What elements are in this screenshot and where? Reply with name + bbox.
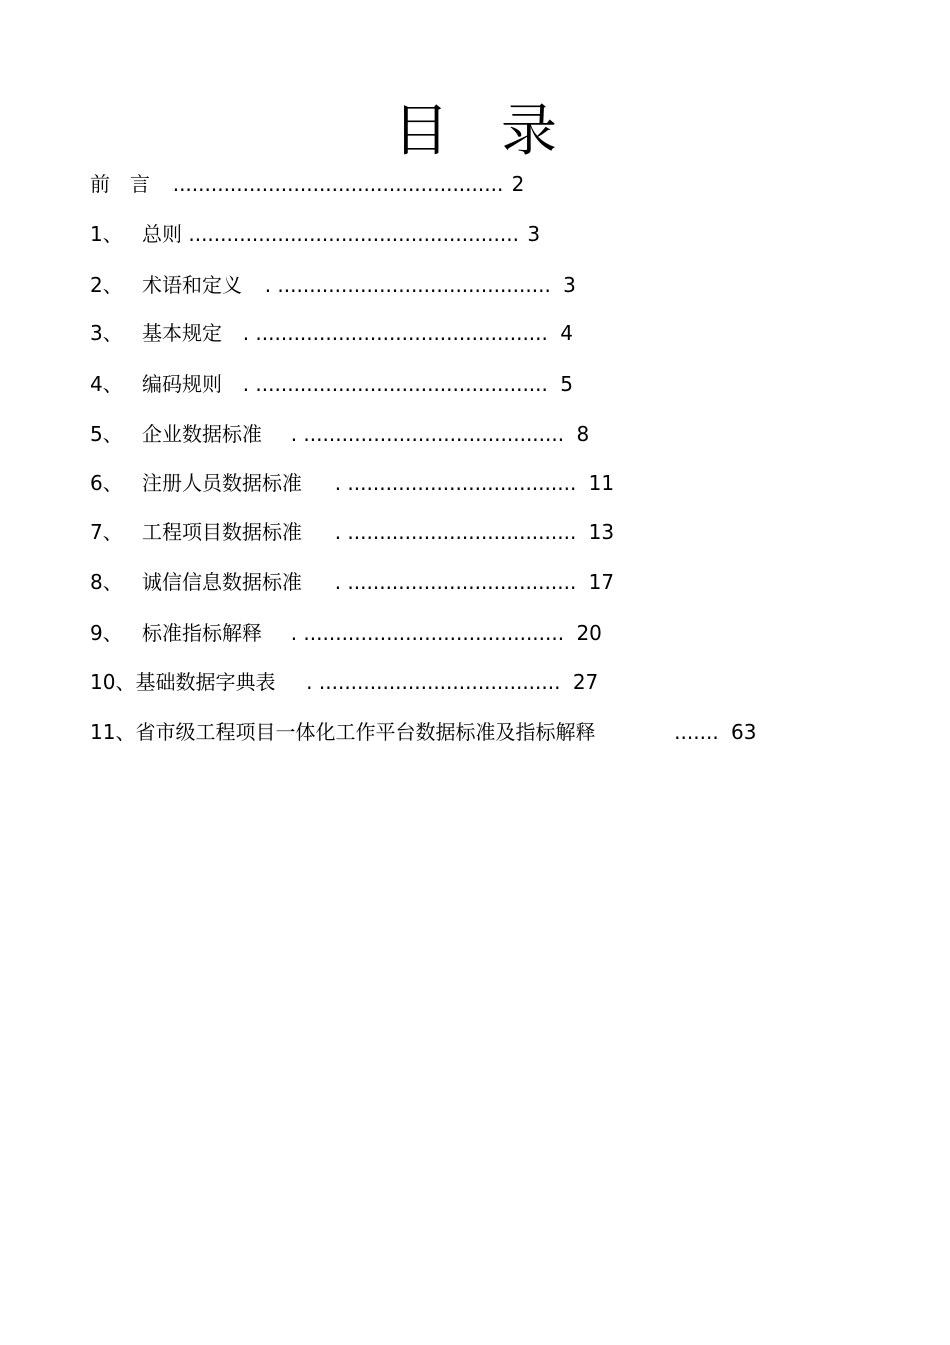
toc-entry-8[interactable] (90, 568, 614, 596)
title-char-1: 目 (393, 99, 449, 164)
toc-entry-number: 1、 (90, 222, 123, 246)
toc-entry-5[interactable] (90, 420, 589, 448)
toc-entry-1[interactable] (90, 220, 540, 248)
toc-leader-dots: . ........................................... (264, 273, 551, 297)
toc-entry-label: 标准指标解释 (142, 621, 262, 645)
toc-entry-2[interactable] (90, 271, 576, 299)
toc-page-number: 5 (560, 372, 573, 396)
toc-entry-number: 2、 (90, 273, 123, 297)
toc-entry-label: 前 言 (90, 172, 150, 196)
toc-page-number: 8 (576, 422, 590, 446)
toc-entry-number: 10、 (90, 670, 136, 694)
toc-page-number: 3 (527, 222, 541, 246)
toc-page-number: 63 (731, 720, 757, 744)
toc-entry-9[interactable] (90, 619, 602, 647)
toc-leader-dots: . .................................... (334, 520, 577, 544)
toc-entry-label: 总则 (142, 222, 182, 246)
page-title (0, 96, 950, 168)
toc-page-number: 20 (576, 621, 602, 645)
toc-entry-label: 编码规则 (142, 372, 222, 396)
toc-entry-3[interactable] (90, 319, 573, 347)
toc-entry-number: 11、 (90, 720, 136, 744)
toc-page-number: 17 (588, 570, 615, 594)
toc-leader-dots: ....... (674, 720, 719, 744)
toc-entry-number: 8、 (90, 570, 123, 594)
toc-entry-label: 注册人员数据标准 (142, 471, 302, 495)
toc-entry-label: 基础数据字典表 (135, 670, 276, 694)
toc-page-number: 3 (563, 273, 576, 297)
toc-leader-dots: . .................................... (334, 471, 577, 495)
toc-entry-label: 基本规定 (142, 321, 222, 345)
toc-leader-dots: . ...................................... (306, 670, 561, 694)
toc-entry-11[interactable] (90, 718, 757, 746)
toc-entry-number: 3、 (90, 321, 123, 345)
toc-leader-dots: . ......................................... (290, 621, 565, 645)
toc-entry-label: 企业数据标准 (142, 422, 262, 446)
toc-page-number: 11 (588, 471, 615, 495)
toc-entry-7[interactable] (90, 518, 614, 546)
toc-entry-number: 9、 (90, 621, 123, 645)
toc-entry-preface[interactable] (90, 170, 524, 198)
toc-leader-dots: .................................................... (188, 222, 519, 246)
toc-entry-label: 术语和定义 (142, 273, 242, 297)
toc-entry-label: 省市级工程项目一体化工作平台数据标准及指标解释 (135, 720, 596, 744)
toc-entry-6[interactable] (90, 469, 614, 497)
toc-entry-10[interactable] (90, 668, 598, 696)
toc-leader-dots: . .............................................. (242, 321, 548, 345)
toc-entry-label: 工程项目数据标准 (142, 520, 302, 544)
toc-leader-dots: . .................................... (334, 570, 577, 594)
toc-entry-number: 5、 (90, 422, 123, 446)
toc-page-number: 27 (572, 670, 599, 694)
toc-page-number: 13 (588, 520, 615, 544)
toc-entry-label: 诚信信息数据标准 (142, 570, 302, 594)
toc-leader-dots: . .............................................. (242, 372, 548, 396)
toc-leader-dots: . ......................................... (290, 422, 565, 446)
title-char-2: 录 (501, 99, 557, 164)
toc-entry-number: 4、 (90, 372, 123, 396)
toc-entry-4[interactable] (90, 370, 573, 398)
toc-page-number: 2 (511, 172, 525, 196)
toc-entry-number: 7、 (90, 520, 123, 544)
toc-page-number: 4 (560, 321, 573, 345)
toc-leader-dots: .................................................... (172, 172, 504, 196)
toc-entry-number: 6、 (90, 471, 123, 495)
